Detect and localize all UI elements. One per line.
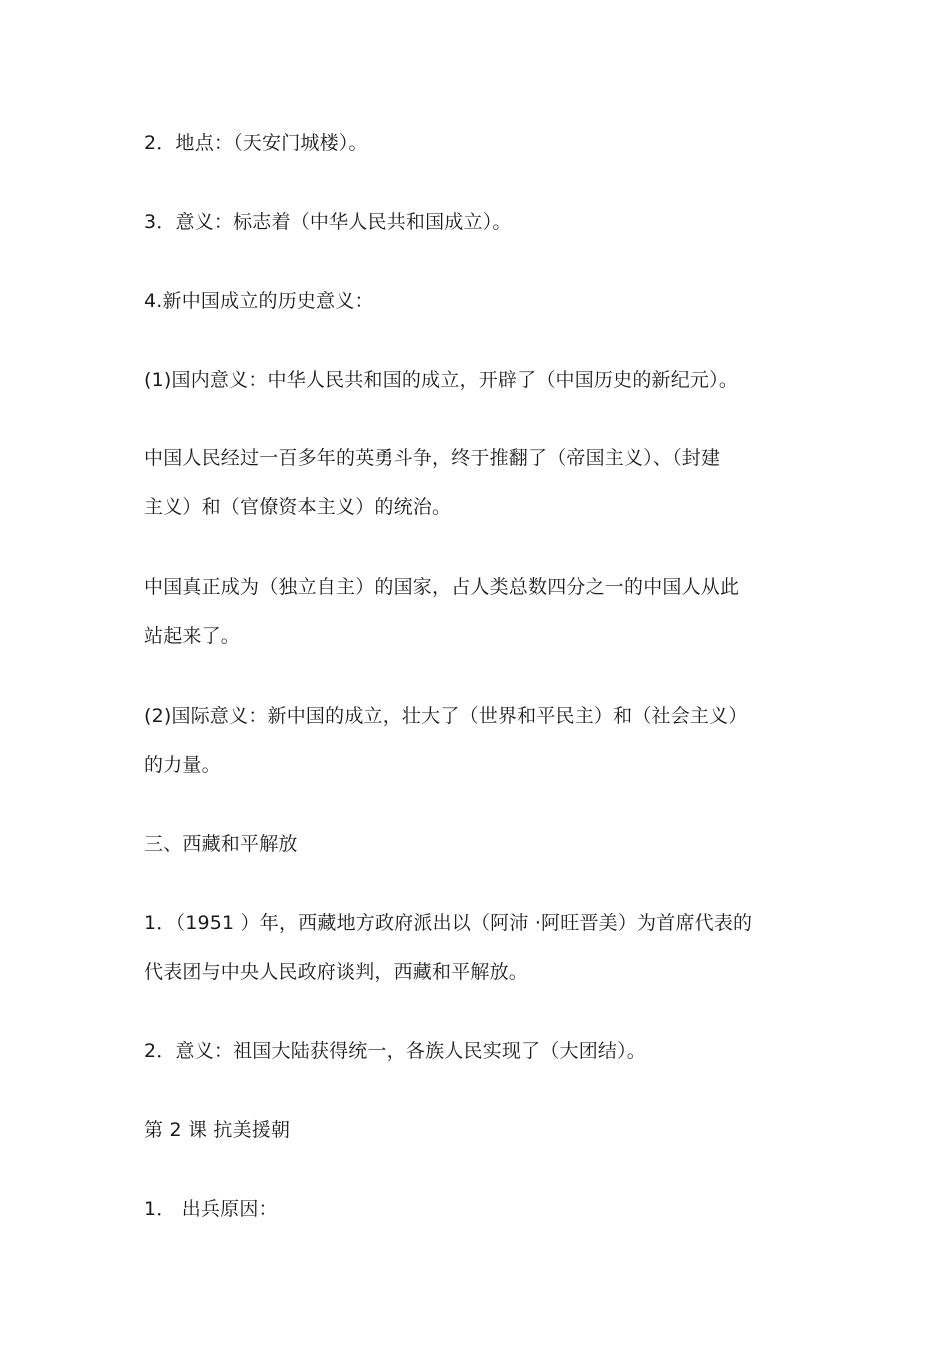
text-line-independence-continued: 站起来了。 [144,625,241,647]
text-line-tibet-1951: 1．（1951 ）年，西藏地方政府派出以（阿沛 ·阿旺晋美）为首席代表的 [144,912,753,934]
text-line-domestic-significance: (1)国内意义：中华人民共和国的成立，开辟了（中国历史的新纪元）。 [144,369,739,391]
text-line-tibet-significance: 2．意义：祖国大陆获得统一，各族人民实现了（大团结）。 [144,1040,646,1062]
text-line-international-significance: (2)国际意义：新中国的成立，壮大了（世界和平民主）和（社会主义） [144,705,748,727]
text-line-significance: 3．意义：标志着（中华人民共和国成立）。 [144,211,512,233]
section-heading-tibet: 三、西藏和平解放 [144,833,298,855]
text-line-struggle-continued: 主义）和（官僚资本主义）的统治。 [144,496,452,518]
text-line-struggle: 中国人民经过一百多年的英勇斗争，终于推翻了（帝国主义）、（封建 [144,447,721,469]
text-line-location: 2．地点：（天安门城楼）。 [144,132,368,154]
text-line-reasons: 1． 出兵原因： [144,1198,278,1220]
text-line-tibet-1951-continued: 代表团与中央人民政府谈判，西藏和平解放。 [144,961,529,983]
text-line-international-continued: 的力量。 [144,754,221,776]
lesson-heading-2: 第 2 课 抗美援朝 [144,1119,291,1141]
text-line-independence: 中国真正成为（独立自主）的国家，占人类总数四分之一的中国人从此 [144,576,740,598]
text-line-historical-significance-heading: 4.新中国成立的历史意义： [144,290,374,312]
